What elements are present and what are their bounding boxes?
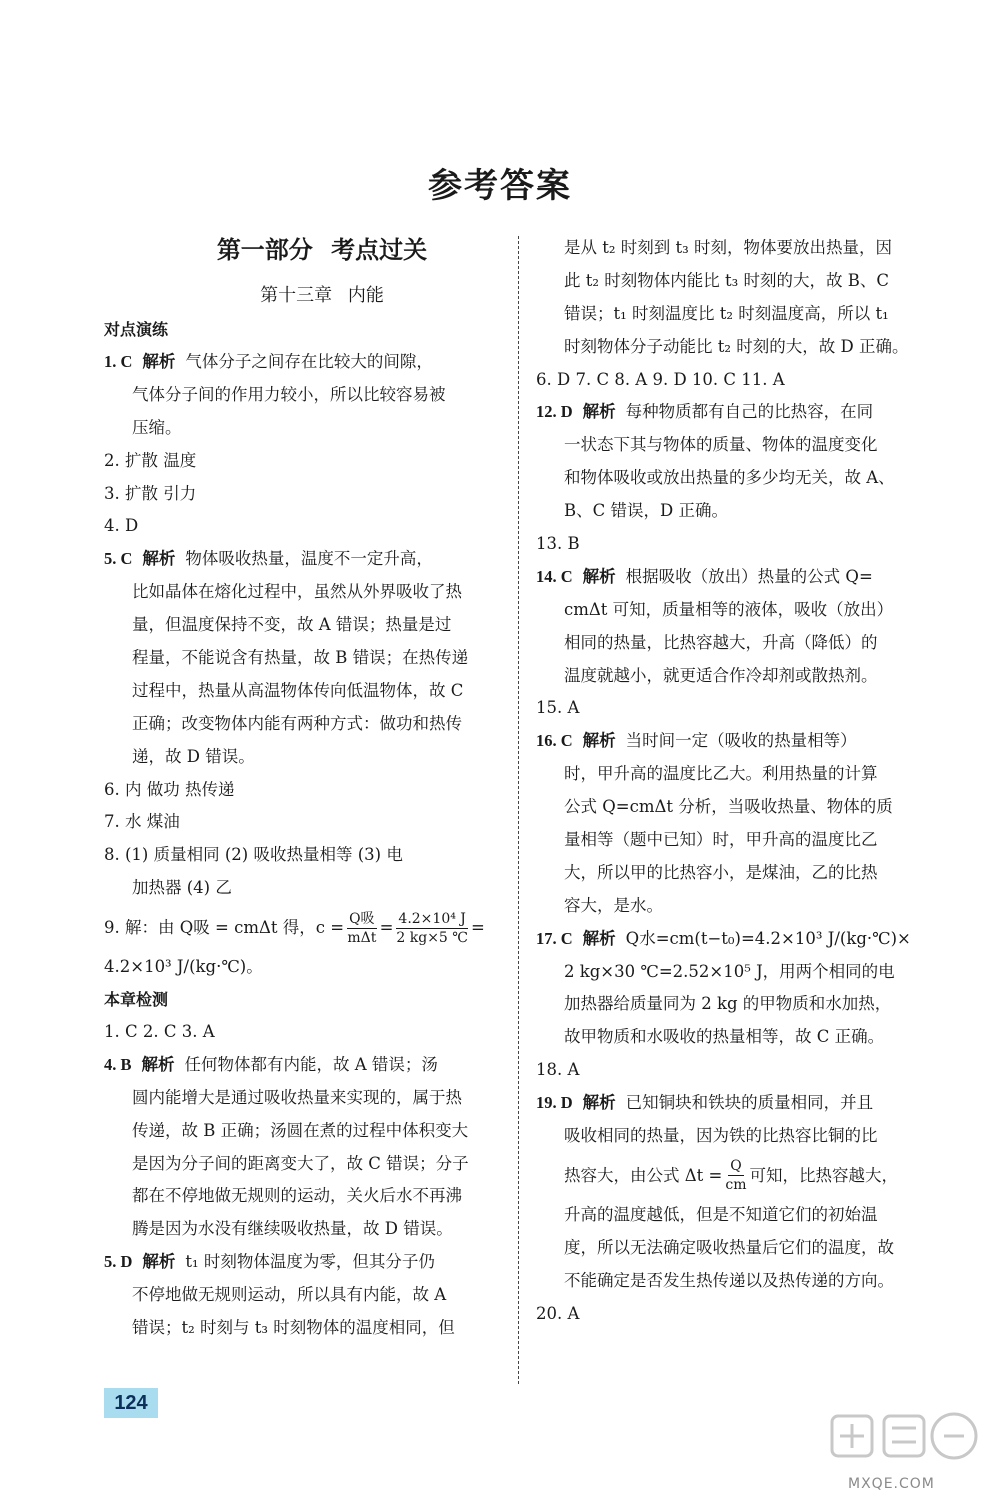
analysis-tag: 解析: [142, 352, 176, 371]
answer-line: 1. C 2. C 3. A: [104, 1022, 215, 1042]
answer-line: 传递，故 B 正确；汤圆在煮的过程中体积变大: [132, 1120, 469, 1140]
formula-text: 9. 解：由 Q吸 = cmΔt 得，c =: [104, 918, 345, 938]
fraction: [347, 910, 376, 947]
analysis-tag: 解析: [582, 731, 616, 751]
answer-line: 此 t₂ 时刻物体内能比 t₃ 时刻的大，故 B、C: [564, 270, 889, 290]
answer-line: [536, 1087, 912, 1120]
answer-line: 公式 Q=cmΔt 分析，当吸收热量、物体的质: [564, 797, 893, 817]
analysis-tag: 解析: [142, 549, 176, 569]
answer-line: 不停地做无规则运动，所以具有内能，故 A: [132, 1285, 447, 1305]
fraction-denominator: cm: [725, 1177, 747, 1194]
chapter-title: 第十三章 内能: [260, 285, 384, 306]
answer-line: 腾是因为水没有继续吸收热量，故 D 错误。: [132, 1219, 453, 1239]
answer-line: 温度就越小，就更适合作冷却剂或散热剂。: [564, 665, 878, 685]
answer-number: 5. D: [104, 1252, 133, 1272]
fraction-denominator: mΔt: [347, 929, 377, 946]
answer-line: 加热器给质量同为 2 kg 的甲物质和水加热，: [564, 994, 892, 1014]
answer-line: 2 kg×30 ℃=2.52×10⁵ J，用两个相同的电: [564, 961, 895, 981]
answer-line: 比如晶体在熔化过程中，虽然从外界吸收了热: [132, 582, 462, 602]
watermark-text: MXQE.COM: [848, 1476, 935, 1492]
answer-text: 每种物质都有自己的比热容，在同: [625, 402, 874, 422]
answer-line: 2. 扩散 温度: [104, 450, 197, 470]
answer-line: 13. B: [536, 534, 580, 554]
answer-line: 错误；t₁ 时刻温度比 t₂ 时刻温度高，所以 t₁: [564, 303, 889, 323]
answer-line: 20. A: [536, 1303, 580, 1323]
answer-line: [104, 1049, 504, 1082]
answer-text: 物体吸收热量，温度不一定升高，: [185, 549, 433, 569]
answer-line: 量，但温度保持不变，故 A 错误；热量是过: [132, 615, 452, 635]
fraction-numerator: 4.2×10⁴ J: [398, 910, 466, 927]
analysis-tag: 解析: [582, 1093, 616, 1113]
answer-text: 已知铜块和铁块的质量相同，并且: [625, 1093, 874, 1113]
answer-number: 14. C: [536, 566, 573, 586]
answer-line: 程量，不能说含有热量，故 B 错误；在热传递: [132, 648, 469, 668]
answer-line: 3. 扩散 引力: [104, 483, 197, 503]
answer-number: 16. C: [536, 731, 573, 751]
answer-number: 12. D: [536, 402, 573, 422]
answer-line: 6. 内 做功 热传递: [104, 779, 235, 799]
answer-line: 4. D: [104, 516, 139, 536]
answer-line: 正确；改变物体内能有两种方式：做功和热传: [132, 713, 462, 733]
answer-line: [536, 923, 912, 956]
fraction: [396, 910, 468, 947]
right-column: [536, 232, 912, 1331]
fraction-numerator: Q吸: [349, 910, 375, 927]
answer-number: 17. C: [536, 928, 573, 948]
answer-line: 错误；t₂ 时刻与 t₃ 时刻物体的温度相同，但: [132, 1318, 455, 1338]
analysis-tag: 解析: [141, 1054, 175, 1074]
answer-line: 圆内能增大是通过吸收热量来实现的，属于热: [132, 1087, 462, 1107]
formula-text: 可知，比热容越大，: [749, 1165, 898, 1185]
answer-line: 都在不停地做无规则的运动，关火后水不再沸: [132, 1186, 462, 1206]
answer-line: 递，故 D 错误。: [132, 746, 255, 766]
equals-sign: =: [470, 918, 485, 938]
answer-line: 一状态下其与物体的质量、物体的温度变化: [564, 435, 878, 455]
answer-line: 18. A: [536, 1060, 580, 1080]
answer-line: 6. D 7. C 8. A 9. D 10. C 11. A: [536, 369, 785, 389]
answer-line: 时，甲升高的温度比乙大。利用热量的计算: [564, 764, 878, 784]
answer-line: 不能确定是否发生热传递以及热传递的方向。: [564, 1270, 894, 1290]
answer-number: 5. C: [104, 549, 133, 569]
answer-line: 相同的热量，比热容越大，升高（降低）的: [564, 632, 878, 652]
answer-text: t₁ 时刻物体温度为零，但其分子仍: [185, 1252, 435, 1272]
answer-line: 气体分子间的作用力较小，所以比较容易被: [132, 384, 446, 404]
left-column: [104, 232, 504, 1345]
answer-number: 19. D: [536, 1093, 573, 1113]
answer-line: 故甲物质和水吸收的热量相等，故 C 正确。: [564, 1027, 885, 1047]
analysis-tag: 解析: [142, 1252, 176, 1272]
answer-line: 容大，是水。: [564, 895, 663, 915]
section-heading: 对点演练: [104, 320, 169, 339]
answer-line: 吸收相同的热量，因为铁的比热容比铜的比: [564, 1126, 878, 1146]
answer-line: [104, 1246, 504, 1279]
formula-line: [104, 905, 504, 951]
answer-text: 气体分子之间存在比较大的间隙，: [185, 352, 433, 371]
answer-line: 加热器 (4) 乙: [132, 878, 232, 898]
answer-line: [536, 396, 912, 429]
page-number: 124: [104, 1388, 158, 1418]
answer-line: 量相等（题中已知）时，甲升高的温度比乙: [564, 830, 878, 850]
answer-number: 4. B: [104, 1054, 132, 1074]
answer-line: 时刻物体分子动能比 t₂ 时刻的大，故 D 正确。: [564, 336, 909, 356]
answer-line: 过程中，热量从高温物体传向低温物体，故 C: [132, 680, 464, 700]
answer-line: [536, 561, 912, 594]
answer-line: cmΔt 可知，质量相等的液体，吸收（放出）: [564, 599, 894, 619]
fraction-denominator: 2 kg×5 ℃: [396, 929, 468, 946]
answer-line: [104, 543, 504, 576]
page-title: 参考答案: [428, 166, 572, 206]
analysis-tag: 解析: [582, 928, 616, 948]
answer-line: 7. 水 煤油: [104, 812, 180, 832]
column-divider: [518, 236, 519, 1384]
answer-text: 任何物体都有内能，故 A 错误；汤: [184, 1054, 438, 1074]
answer-number: 1. C: [104, 352, 133, 371]
answer-line: 是因为分子间的距离变大了，故 C 错误；分子: [132, 1153, 469, 1173]
formula-line: [536, 1153, 912, 1199]
analysis-tag: 解析: [582, 566, 616, 586]
answer-line: 和物体吸收或放出热量的多少均无关，故 A、: [564, 468, 895, 488]
answer-line: 8. (1) 质量相同 (2) 吸收热量相等 (3) 电: [104, 845, 403, 865]
answer-line: 15. A: [536, 698, 580, 718]
answer-line: [104, 346, 504, 379]
formula-text: 热容大，由公式 Δt =: [564, 1165, 723, 1185]
analysis-tag: 解析: [582, 402, 616, 422]
answer-text: Q水=cm(t−t₀)=4.2×10³ J/(kg·℃)×: [625, 928, 911, 948]
answer-text: 当时间一定（吸收的热量相等）: [625, 731, 857, 751]
answer-line: 度，所以无法确定吸收热量后它们的温度，故: [564, 1237, 894, 1257]
answer-line: 压缩。: [132, 417, 182, 437]
answer-line: 是从 t₂ 时刻到 t₃ 时刻，物体要放出热量，因: [564, 238, 892, 257]
fraction-numerator: Q: [730, 1158, 742, 1175]
fraction: [725, 1157, 746, 1194]
answer-line: 升高的温度越低，但是不知道它们的初始温: [564, 1204, 878, 1224]
answer-text: 根据吸收（放出）热量的公式 Q=: [625, 566, 873, 586]
part-title: 第一部分 考点过关: [216, 236, 428, 264]
answer-line: [536, 725, 912, 758]
answer-line: 4.2×10³ J/(kg·℃)。: [104, 957, 263, 977]
answer-line: B、C 错误，D 正确。: [564, 501, 728, 521]
section-heading: 本章检测: [104, 990, 169, 1010]
answer-line: 大，所以甲的比热容小，是煤油，乙的比热: [564, 862, 878, 882]
equals-sign: =: [379, 918, 394, 938]
